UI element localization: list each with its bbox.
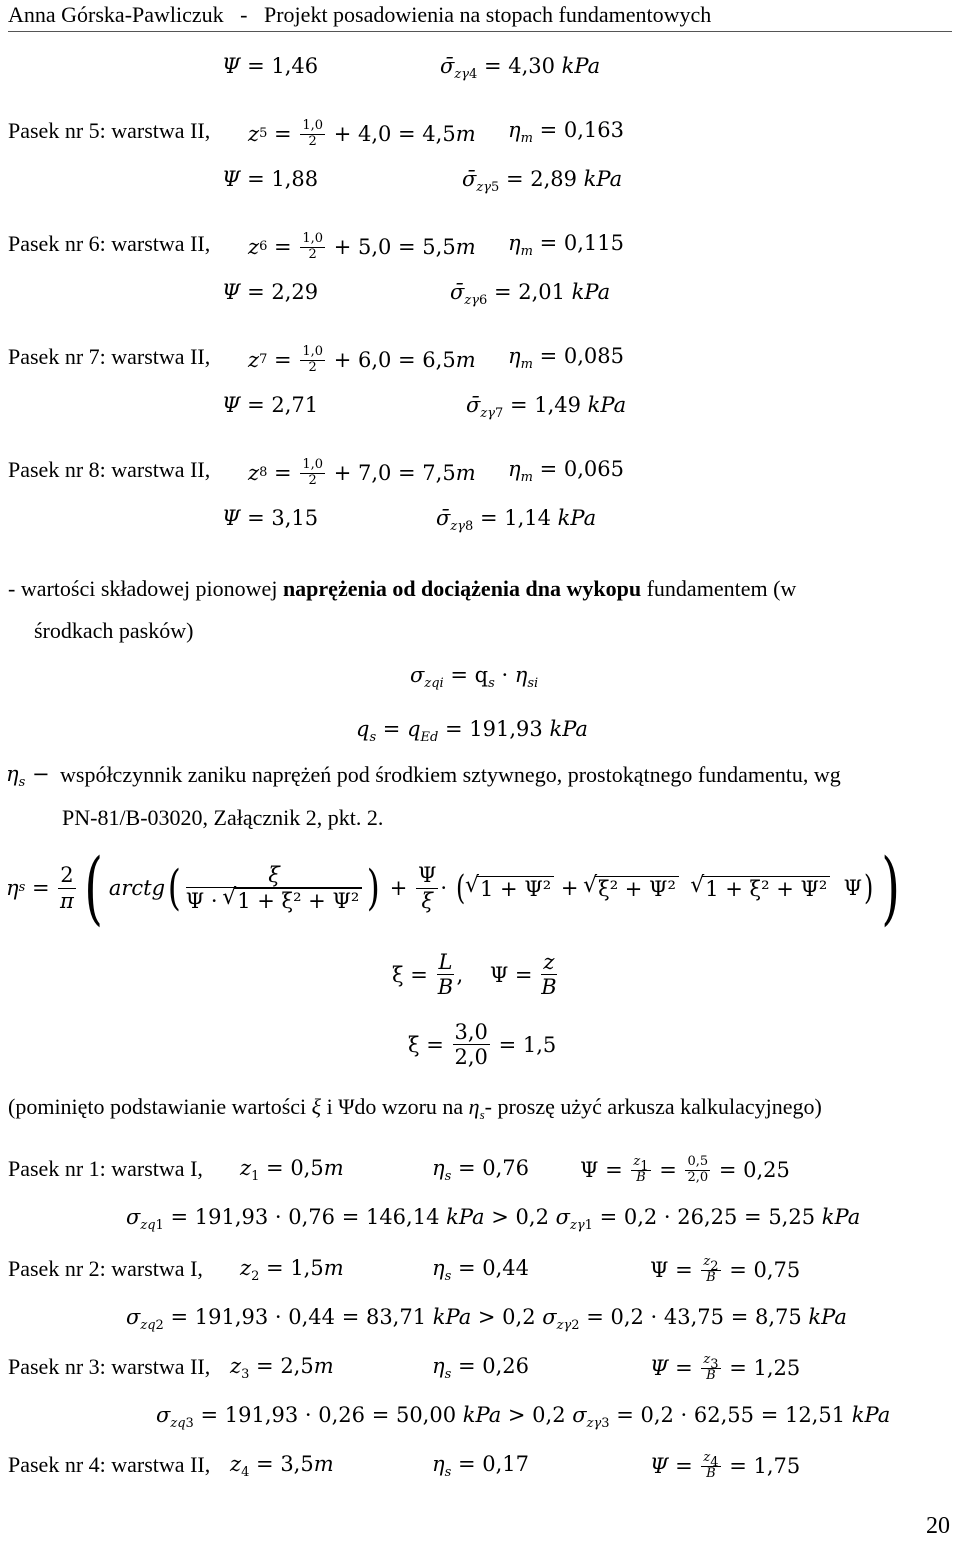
strip-label: Pasek nr 4: warstwa II, (8, 1452, 211, 1477)
strip-psi-row (0, 506, 940, 540)
xi-psi-definition: ξ = $\frac{L}{B}$ , Ψ = $\frac{z}{B}$ (392, 950, 557, 1000)
strip-eta-value: $\eta_s = 0,76$ (432, 1156, 529, 1184)
strip-label: Pasek nr 7: warstwa II, (8, 344, 211, 369)
strip-b-row (8, 1150, 948, 1194)
strip-z-equation: z 7 = $\frac{1,0}{2}$ + 6,0 = 6,5 m (248, 343, 476, 375)
psi-value: Ψ = 2,71 (222, 393, 319, 417)
strip-psi-row (0, 167, 940, 201)
paragraph-load-stress-line2: środkach pasków) (34, 618, 194, 643)
strip-label: Pasek nr 5: warstwa II, (8, 118, 211, 143)
psi-value-4: Ψ = 1,46 (222, 54, 319, 78)
strip-b-row (8, 1250, 948, 1294)
strip-z-equation: z 5 = $\frac{1,0}{2}$ + 4,0 = 4,5 m (248, 117, 476, 149)
strip-eta-value: $\eta_s = 0,44$ (432, 1256, 529, 1284)
sigma-value: $\sigmā_{z\gamma 6} = 2,01$ kPa (450, 280, 611, 308)
strip-row (8, 112, 948, 156)
equation-sigma-zq: $\sigma_{zqi} = q_s \cdot \eta_{si}$ (410, 663, 539, 691)
strip-z-value: $z_1 = 0,5m$ (240, 1156, 344, 1184)
strip-z-equation: z 6 = $\frac{1,0}{2}$ + 5,0 = 5,5 m (248, 230, 476, 262)
psi-value: Ψ = 2,29 (222, 280, 319, 304)
strip-row (8, 338, 948, 382)
strip-eta: $\eta_m = 0,115$ (508, 231, 624, 259)
strip-eta: $\eta_m = 0,163$ (508, 118, 624, 146)
strip-label: Pasek nr 3: warstwa II, (8, 1354, 211, 1379)
psi-value: Ψ = 3,15 (222, 506, 319, 530)
psi-value: Ψ = 1,88 (222, 167, 319, 191)
strip-eta-value: $\eta_s = 0,17$ (432, 1452, 529, 1480)
header-separator: - (240, 2, 248, 27)
strip-label: Pasek nr 2: warstwa I, (8, 1256, 203, 1281)
strip-sigma-line: $\sigma_{zq1} = 191,93 \cdot 0,76 = 146,14$ kPa > 0,2 $\sigma_{z\gamma 1} = 0,2 \cdot 26,25 = 5,25$ kPa (126, 1205, 861, 1233)
document-title: Projekt posadowienia na stopach fundamentowych (264, 2, 712, 27)
strip-z-value: $z_3 = 2,5m$ (230, 1354, 334, 1382)
strip-sigma-line: $\sigma_{zq2} = 191,93 \cdot 0,44 = 83,71$ kPa > 0,2 $\sigma_{z\gamma 2} = 0,2 \cdot 43,75 = 8,75$ kPa (126, 1305, 847, 1333)
strip-z-value: $z_4 = 3,5m$ (230, 1452, 334, 1480)
strip-psi-value: Ψ = $\frac{z_2}{B}$ = 0,75 (650, 1253, 801, 1285)
sigma-value: $\sigmā_{z\gamma 8} = 1,14$ kPa (436, 506, 597, 534)
sigma-value: $\sigmā_{z\gamma 5} = 2,89$ kPa (462, 167, 623, 195)
eta-formula: η s = $\frac{2}{\pi}$ ( arctg ( $\frac{\xi}{\text{Ψ · √ 1 + ξ² + Ψ²}}$ ) + $\frac{\Psi}{\xi}$ · ( √ 1 + Ψ² + √ ξ² + Ψ² √ 1 + ξ² + Ψ² Ψ ) ) (6, 838, 907, 938)
eta-description: współczynnik zaniku naprężeń pod środkiem sztywnego, prostokątnego fundamentu, wg (60, 762, 841, 787)
strip-eta: $\eta_m = 0,085$ (508, 344, 624, 372)
page-number: 20 (926, 1513, 950, 1539)
strip-sigma-line: $\sigma_{zq3} = 191,93 \cdot 0,26 = 50,00$ kPa > 0,2 $\sigma_{z\gamma 3} = 0,2 \cdot 62,55 = 12,51$ kPa (156, 1403, 891, 1431)
strip-psi-row (0, 393, 940, 427)
strip-psi-value: Ψ = $\frac{z_1}{B}$ = $\frac{0,5}{2,0}$ = 0,25 (580, 1153, 790, 1185)
strip-z-value: $z_2 = 1,5m$ (240, 1256, 344, 1284)
note-spreadsheet: (pominięto podstawianie wartości ξ i Ψdo wzoru na $\eta_s-$ proszę użyć arkusza kalkulacyjnego) (8, 1094, 822, 1122)
equation-qs: $q_s = q_{Ed} = 191,93$ kPa (356, 717, 588, 745)
strip-row (8, 225, 948, 269)
paragraph-load-stress: - wartości składowej pionowej naprężenia od dociążenia dna wykopu fundamentem (w (8, 576, 797, 601)
strip-b-row (8, 1446, 948, 1490)
xi-value: ξ = $\frac{3,0}{2,0}$ = 1,5 (408, 1020, 557, 1070)
sigma-value-4: $\sigmā_{z\gamma 4} = 4,30$ kPa (440, 54, 601, 82)
strip-label: Pasek nr 6: warstwa II, (8, 231, 211, 256)
strip-psi-value: Ψ = $\frac{z_4}{B}$ = 1,75 (650, 1449, 801, 1481)
strip-row (8, 451, 948, 495)
eta-symbol: $\eta_s$ − (6, 762, 50, 790)
eta-description-line2: PN-81/B-03020, Załącznik 2, pkt. 2. (62, 805, 384, 830)
strip-eta-value: $\eta_s = 0,26$ (432, 1354, 529, 1382)
strip-label: Pasek nr 1: warstwa I, (8, 1156, 203, 1181)
strip-b-row (8, 1348, 948, 1392)
strip-psi-row (0, 280, 940, 314)
strip-psi-value: Ψ = $\frac{z_3}{B}$ = 1,25 (650, 1351, 801, 1383)
strip-eta: $\eta_m = 0,065$ (508, 457, 624, 485)
strip-label: Pasek nr 8: warstwa II, (8, 457, 211, 482)
page-header (8, 0, 952, 32)
author-name: Anna Górska-Pawliczuk (8, 2, 224, 27)
strip-z-equation: z 8 = $\frac{1,0}{2}$ + 7,0 = 7,5 m (248, 456, 476, 488)
sigma-value: $\sigmā_{z\gamma 7} = 1,49$ kPa (466, 393, 627, 421)
